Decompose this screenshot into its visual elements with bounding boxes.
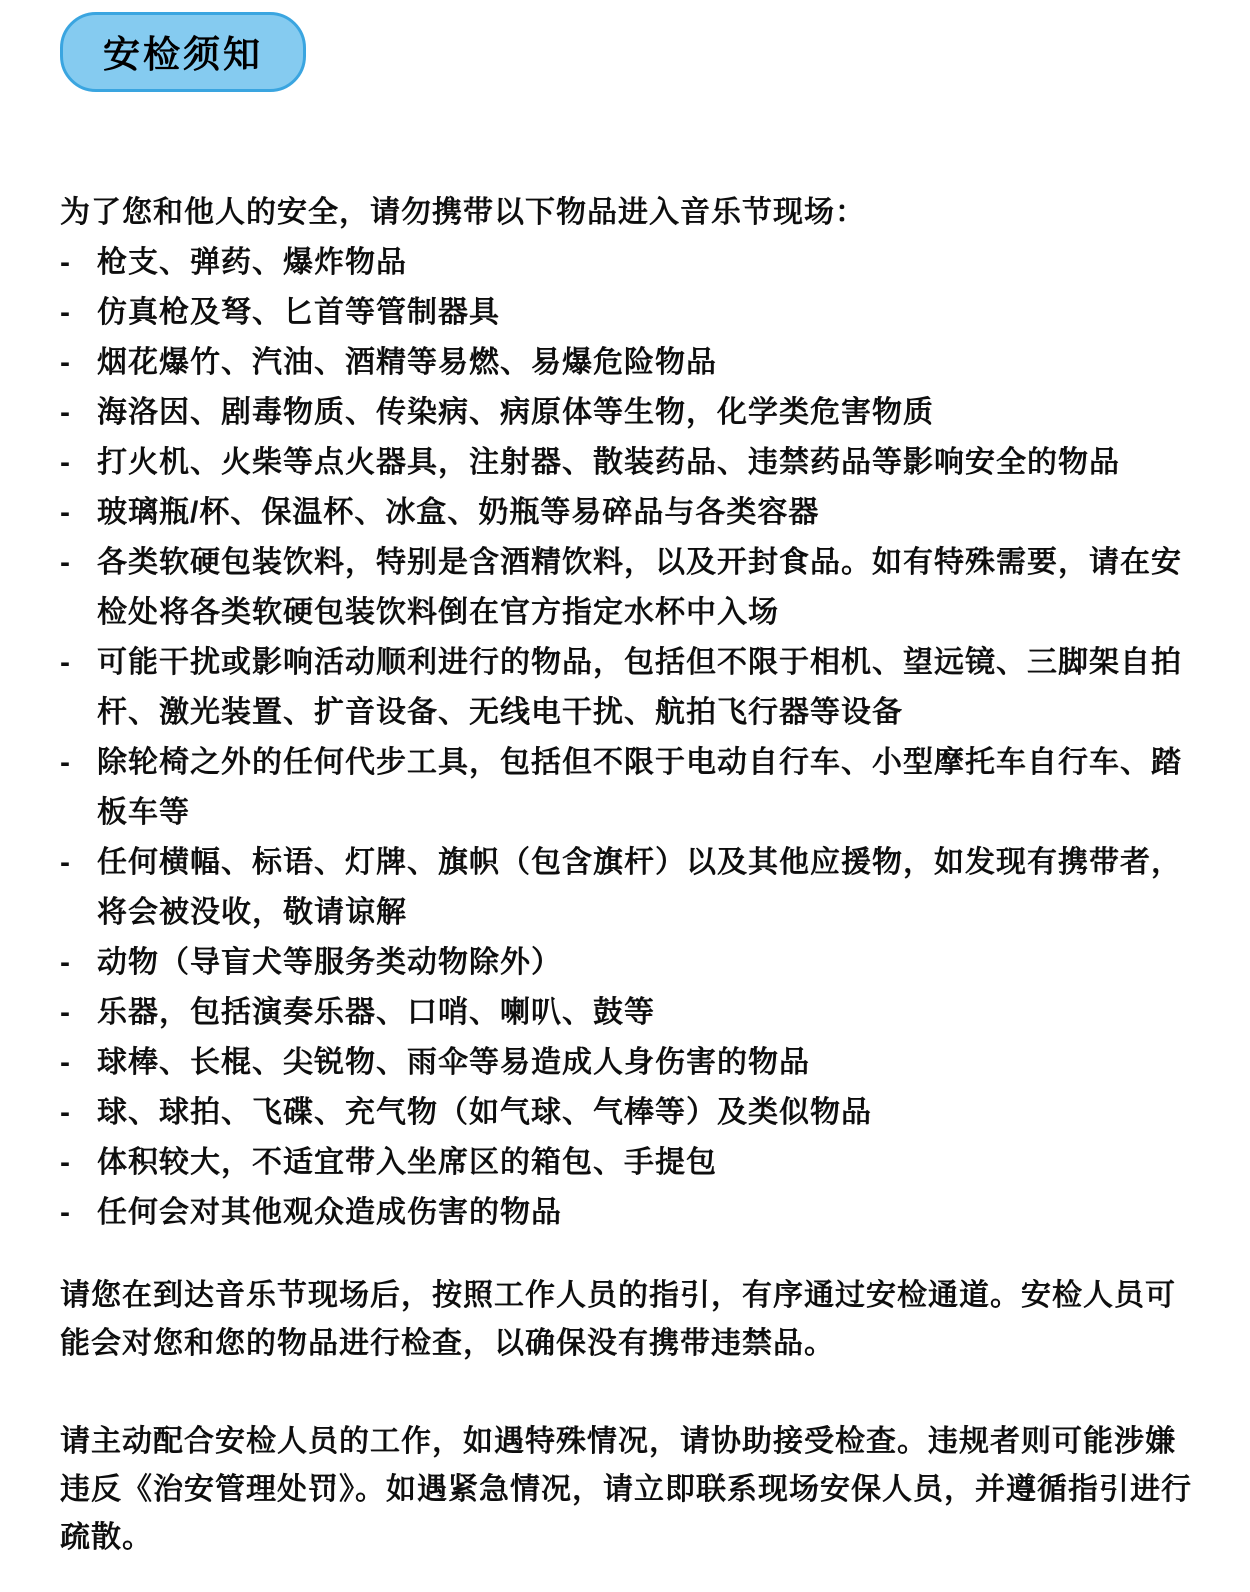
dash-bullet: - — [60, 746, 71, 779]
list-item — [60, 288, 1200, 338]
section-title: 安检须知 — [103, 34, 263, 75]
list-item-text: 海洛因、剧毒物质、传染病、病原体等生物，化学类危害物质 — [97, 396, 934, 429]
list-item — [60, 388, 1200, 438]
dash-bullet: - — [60, 946, 71, 979]
dash-bullet: - — [60, 396, 71, 429]
list-item — [60, 538, 1200, 638]
list-item-text: 仿真枪及弩、匕首等管制器具 — [97, 296, 500, 329]
list-item — [60, 938, 1200, 988]
list-item — [60, 438, 1200, 488]
cooperation-paragraph: 请主动配合安检人员的工作，如遇特殊情况，请协助接受检查。违规者则可能涉嫌违反《治安管理处罚》。如遇紧急情况，请立即联系现场安保人员，并遵循指引进行疏散。 — [60, 1425, 1192, 1554]
dash-bullet: - — [60, 846, 71, 879]
dash-bullet: - — [60, 1096, 71, 1129]
list-item-text: 动物（导盲犬等服务类动物除外） — [97, 946, 562, 979]
security-channel-paragraph: 请您在到达音乐节现场后，按照工作人员的指引，有序通过安检通道。安检人员可能会对您和您的物品进行检查，以确保没有携带违禁品。 — [60, 1279, 1176, 1360]
list-item-text: 除轮椅之外的任何代步工具，包括但不限于电动自行车、小型摩托车自行车、踏板车等 — [97, 746, 1182, 829]
dash-bullet: - — [60, 996, 71, 1029]
list-item — [60, 238, 1200, 288]
dash-bullet: - — [60, 496, 71, 529]
list-item-text: 任何会对其他观众造成伤害的物品 — [97, 1196, 562, 1229]
list-item-text: 各类软硬包装饮料，特别是含酒精饮料，以及开封食品。如有特殊需要，请在安检处将各类软硬包装饮料倒在官方指定水杯中入场 — [97, 546, 1182, 629]
list-item — [60, 988, 1200, 1038]
list-item — [60, 338, 1200, 388]
section-title-badge — [60, 12, 306, 92]
list-item-text: 体积较大，不适宜带入坐席区的箱包、手提包 — [97, 1146, 717, 1179]
dash-bullet: - — [60, 1196, 71, 1229]
list-item-text: 任何横幅、标语、灯牌、旗帜（包含旗杆）以及其他应援物，如发现有携带者，将会被没收，敬请谅解 — [97, 846, 1182, 929]
list-item-text: 烟花爆竹、汽油、酒精等易燃、易爆危险物品 — [97, 346, 717, 379]
dash-bullet: - — [60, 1146, 71, 1179]
list-item-text: 打火机、火柴等点火器具，注射器、散装药品、违禁药品等影响安全的物品 — [97, 446, 1120, 479]
list-item — [60, 1188, 1200, 1238]
list-item — [60, 1038, 1200, 1088]
list-item — [60, 738, 1200, 838]
list-item — [60, 1088, 1200, 1138]
dash-bullet: - — [60, 296, 71, 329]
list-item — [60, 638, 1200, 738]
list-item — [60, 838, 1200, 938]
prohibited-items-list — [60, 238, 1200, 1238]
dash-bullet: - — [60, 1046, 71, 1079]
intro-text: 为了您和他人的安全，请勿携带以下物品进入音乐节现场： — [60, 196, 866, 229]
list-item-text: 玻璃瓶/杯、保温杯、冰盒、奶瓶等易碎品与各类容器 — [97, 496, 820, 529]
list-item-text: 枪支、弹药、爆炸物品 — [97, 246, 407, 279]
list-item — [60, 488, 1200, 538]
dash-bullet: - — [60, 246, 71, 279]
list-item-text: 球棒、长棍、尖锐物、雨伞等易造成人身伤害的物品 — [97, 1046, 810, 1079]
list-item — [60, 1138, 1200, 1188]
dash-bullet: - — [60, 646, 71, 679]
dash-bullet: - — [60, 546, 71, 579]
dash-bullet: - — [60, 446, 71, 479]
list-item-text: 乐器，包括演奏乐器、口哨、喇叭、鼓等 — [97, 996, 655, 1029]
list-item-text: 可能干扰或影响活动顺利进行的物品，包括但不限于相机、望远镜、三脚架自拍杆、激光装置、扩音设备、无线电干扰、航拍飞行器等设备 — [97, 646, 1182, 729]
dash-bullet: - — [60, 346, 71, 379]
list-item-text: 球、球拍、飞碟、充气物（如气球、气棒等）及类似物品 — [97, 1096, 872, 1129]
